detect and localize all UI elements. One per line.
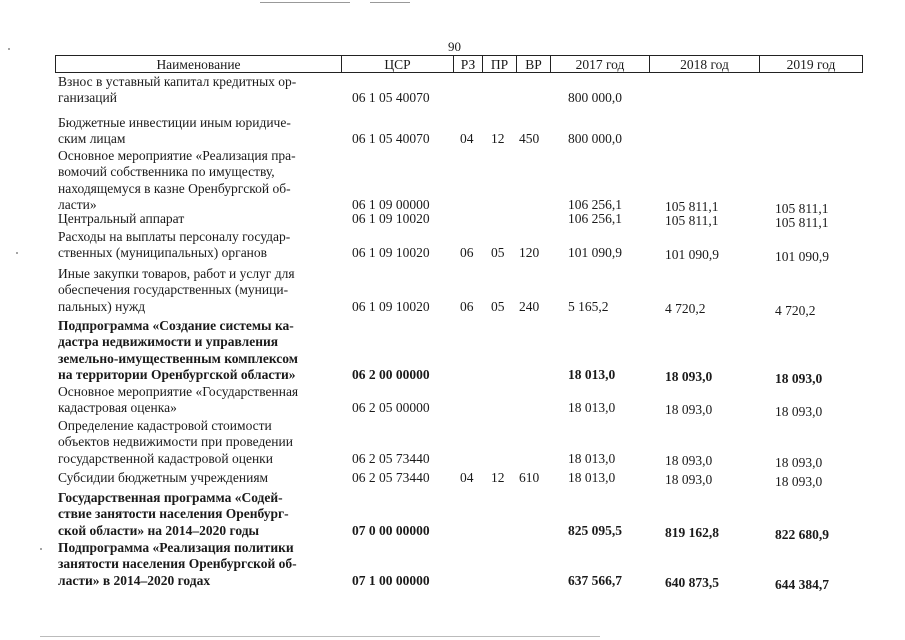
row-name-line: Основное мероприятие «Государственная bbox=[58, 384, 299, 399]
row-name-line: вомочий собственника по имуществу, bbox=[58, 164, 275, 180]
row-name-line: Государственная программа «Содей- bbox=[58, 490, 283, 505]
row-value-2017: 106 256,1 bbox=[568, 197, 622, 213]
row-pr: 12 bbox=[491, 131, 505, 147]
scan-line-top bbox=[260, 2, 350, 3]
row-value-2017: 800 000,0 bbox=[568, 131, 622, 147]
row-name-line: земельно-имущественным комплексом bbox=[58, 350, 298, 366]
row-value-2018: 819 162,8 bbox=[665, 524, 719, 540]
row-name-line: Основное мероприятие «Реализация пра- bbox=[58, 148, 296, 163]
row-value-2019: 644 384,7 bbox=[775, 576, 829, 592]
row-name-line: Расходы на выплаты персоналу государ- bbox=[58, 229, 291, 244]
row-rz: 04 bbox=[460, 470, 474, 485]
row-value-2018: 18 093,0 bbox=[665, 452, 713, 468]
row-value-2017: 825 095,5 bbox=[568, 522, 622, 538]
row-name-line: Подпрограмма «Создание системы ка- bbox=[58, 318, 294, 333]
row-value-2017: 101 090,9 bbox=[568, 245, 622, 261]
row-rz: 06 bbox=[460, 245, 474, 261]
row-vr: 450 bbox=[519, 131, 540, 147]
row-value-2017: 637 566,7 bbox=[568, 572, 622, 588]
row-csr: 06 2 05 73440 bbox=[352, 450, 430, 466]
row-name-line: Центральный аппарат bbox=[58, 211, 185, 226]
row-value-2019: 4 720,2 bbox=[775, 302, 816, 318]
header-pr: ПР bbox=[482, 55, 517, 73]
row-value-2019: 18 093,0 bbox=[775, 474, 823, 489]
row-pr: 05 bbox=[491, 298, 505, 314]
row-vr: 120 bbox=[519, 245, 540, 261]
scan-dot bbox=[16, 252, 18, 254]
row-value-2017: 5 165,2 bbox=[568, 298, 609, 314]
row-value-2019: 18 093,0 bbox=[775, 404, 823, 420]
header-2018: 2018 год bbox=[649, 55, 760, 73]
row-csr: 06 1 09 10020 bbox=[352, 211, 430, 226]
row-csr: 07 1 00 00000 bbox=[352, 572, 430, 588]
row-name-line: государственной кадастровой оценки bbox=[58, 450, 273, 466]
row-value-2017: 18 013,0 bbox=[568, 367, 616, 383]
row-name-line: на территории Оренбургской области» bbox=[58, 367, 296, 383]
row-value-2018: 18 093,0 bbox=[665, 402, 713, 418]
row-csr: 06 1 09 10020 bbox=[352, 245, 430, 261]
row-csr: 07 0 00 00000 bbox=[352, 522, 430, 538]
scan-line-top-2 bbox=[370, 2, 410, 3]
row-name-line: объектов недвижимости при проведении bbox=[58, 434, 293, 450]
row-csr: 06 1 09 10020 bbox=[352, 298, 430, 314]
row-name-line: ским лицам bbox=[58, 131, 126, 147]
row-name-line: ствие занятости населения Оренбург- bbox=[58, 506, 289, 522]
row-csr: 06 1 09 00000 bbox=[352, 197, 430, 213]
header-2019: 2019 год bbox=[759, 55, 863, 73]
row-value-2018: 105 811,1 bbox=[665, 213, 719, 228]
scan-line-bottom bbox=[40, 636, 600, 637]
row-value-2017: 106 256,1 bbox=[568, 211, 622, 226]
row-name-line: Определение кадастровой стоимости bbox=[58, 418, 272, 433]
row-value-2019: 18 093,0 bbox=[775, 371, 823, 387]
scan-dot bbox=[40, 548, 42, 550]
row-name-line: ласти» bbox=[58, 197, 97, 213]
row-name-line: ганизаций bbox=[58, 90, 117, 106]
row-name-line: обеспечения государственных (муници- bbox=[58, 282, 289, 298]
header-csr: ЦСР bbox=[341, 55, 454, 73]
row-value-2017: 800 000,0 bbox=[568, 90, 622, 106]
row-value-2017: 18 013,0 bbox=[568, 400, 616, 416]
row-name-line: ственных (муниципальных) органов bbox=[58, 245, 268, 261]
row-name-line: кадастровая оценка» bbox=[58, 400, 177, 416]
row-value-2019: 105 811,1 bbox=[775, 201, 829, 217]
row-csr: 06 2 05 73440 bbox=[352, 470, 430, 485]
row-csr: 06 2 05 00000 bbox=[352, 400, 430, 416]
row-value-2017: 18 013,0 bbox=[568, 470, 616, 485]
scan-dot bbox=[8, 48, 10, 50]
row-value-2019: 822 680,9 bbox=[775, 526, 829, 542]
row-value-2019: 105 811,1 bbox=[775, 215, 829, 230]
row-vr: 610 bbox=[519, 470, 540, 485]
row-value-2019: 101 090,9 bbox=[775, 249, 829, 265]
row-name-line: дастра недвижимости и управления bbox=[58, 334, 279, 350]
row-name-line: Иные закупки товаров, работ и услуг для bbox=[58, 266, 295, 281]
row-name-line: пальных) нужд bbox=[58, 298, 146, 314]
row-name-line: Взнос в уставный капитал кредитных ор- bbox=[58, 74, 297, 89]
row-name-line: находящемуся в казне Оренбургской об- bbox=[58, 180, 291, 196]
row-name-line: ской области» на 2014–2020 годы bbox=[58, 522, 260, 538]
row-value-2017: 18 013,0 bbox=[568, 450, 616, 466]
row-name-line: Бюджетные инвестиции иным юридиче- bbox=[58, 115, 291, 130]
row-name-line: занятости населения Оренбургской об- bbox=[58, 556, 297, 572]
row-pr: 12 bbox=[491, 470, 505, 485]
row-rz: 06 bbox=[460, 298, 474, 314]
row-value-2019: 18 093,0 bbox=[775, 454, 823, 470]
header-name: Наименование bbox=[55, 55, 342, 73]
header-vr: ВР bbox=[516, 55, 551, 73]
row-name-line: ласти» в 2014–2020 годах bbox=[58, 572, 211, 588]
row-csr: 06 1 05 40070 bbox=[352, 131, 430, 147]
header-2017: 2017 год bbox=[550, 55, 650, 73]
row-csr: 06 1 05 40070 bbox=[352, 90, 430, 106]
row-csr: 06 2 00 00000 bbox=[352, 367, 430, 383]
row-pr: 05 bbox=[491, 245, 505, 261]
page-number: 90 bbox=[448, 39, 461, 54]
row-value-2018: 105 811,1 bbox=[665, 199, 719, 215]
row-value-2018: 101 090,9 bbox=[665, 247, 719, 263]
header-rz: РЗ bbox=[453, 55, 483, 73]
row-value-2018: 18 093,0 bbox=[665, 472, 713, 487]
row-vr: 240 bbox=[519, 298, 540, 314]
row-rz: 04 bbox=[460, 131, 474, 147]
row-value-2018: 18 093,0 bbox=[665, 369, 713, 385]
row-name-line: Субсидии бюджетным учреждениям bbox=[58, 470, 269, 485]
row-name-line: Подпрограмма «Реализация политики bbox=[58, 540, 294, 555]
row-value-2018: 4 720,2 bbox=[665, 300, 706, 316]
row-value-2018: 640 873,5 bbox=[665, 574, 719, 590]
